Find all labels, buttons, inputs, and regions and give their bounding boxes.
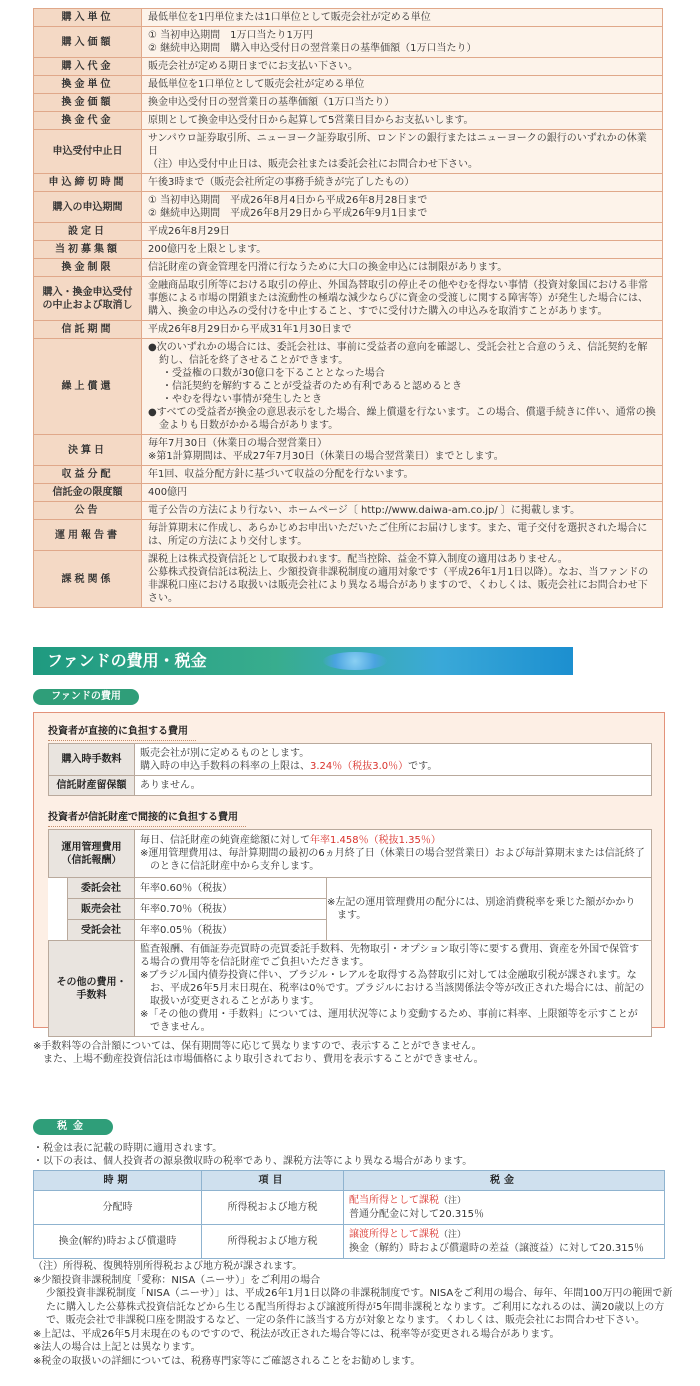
- section-title: ファンドの費用・税金: [47, 651, 207, 670]
- purchase-fee-label: 購入時手数料: [49, 744, 135, 776]
- terms-label: 信託期間: [34, 321, 142, 339]
- terms-value-line: 最低単位を1円単位または1口単位として販売会社が定める単位: [148, 12, 431, 23]
- terms-row: [34, 241, 663, 259]
- fees-footnote-1: ※手数料等の合計額については、保有期間等に応じて異なりますので、表示することができません。: [33, 1041, 482, 1052]
- other-fees-line1: 監査報酬、有価証券売買時の売買委託手数料、先物取引・オプション取引等に要する費用、資産を外国で保管する場合の費用等を信託財産でご負担いただきます。: [140, 944, 640, 968]
- terms-row: [34, 339, 663, 435]
- tax-header-timing: 時期: [34, 1171, 202, 1191]
- terms-label: 購入・換金申込受付の中止および取消し: [34, 277, 142, 321]
- tax-detail-cell-0: [344, 1191, 665, 1225]
- fees-footnote-2: また、上場不動産投資信託は市場価格により取引されており、費用を表示することができません。: [43, 1054, 484, 1065]
- tax-note: ※少額投資非課税制度「愛称：NISA（ニーサ）」をご利用の場合: [33, 1274, 321, 1286]
- tax-header-item: 項目: [202, 1171, 344, 1191]
- terms-value: [142, 466, 663, 484]
- blank-cell: [49, 878, 68, 941]
- tax-badge: 税金: [33, 1119, 113, 1135]
- terms-value-line: サンパウロ証券取引所、ニューヨーク証券取引所、ロンドンの銀行またはニューヨークの銀行のいずれかの休業日: [148, 133, 647, 157]
- terms-value-line: 販売会社が定める期日までにお支払い下さい。: [148, 61, 358, 72]
- tax-item-0: 所得税および地方税: [202, 1191, 344, 1225]
- terms-value-line: 最低単位を1口単位として販売会社が定める単位: [148, 79, 365, 90]
- breakdown-value-2: 年率0.05％（税抜）: [135, 920, 327, 941]
- purchase-fee-line1: 販売会社が別に定めるものとします。: [140, 747, 310, 759]
- tax-timing-1: 換金(解約)時および償還時: [34, 1225, 202, 1259]
- tax-type-1: 譲渡所得として課税: [349, 1229, 439, 1241]
- terms-row: [34, 223, 663, 241]
- early-redemption-list: [148, 341, 656, 432]
- early-redemption-item: ・受益権の口数が30億口を下ることとなった場合: [162, 368, 385, 379]
- management-fee-line1: 毎日、信託財産の純資産総額に対して: [140, 835, 310, 846]
- management-fee-value: [135, 830, 652, 878]
- terms-row: [34, 435, 663, 466]
- tax-timing-0: 分配時: [34, 1191, 202, 1225]
- breakdown-value-0: 年率0.60％（税抜）: [135, 878, 327, 899]
- terms-row: [34, 277, 663, 321]
- terms-label: 当初募集額: [34, 241, 142, 259]
- terms-label: 収益分配: [34, 466, 142, 484]
- other-fees-value: [135, 941, 652, 1037]
- terms-value-line: 400億円: [148, 487, 188, 498]
- terms-row: [34, 94, 663, 112]
- terms-row: [34, 466, 663, 484]
- terms-value: [142, 339, 663, 435]
- terms-row: [34, 321, 663, 339]
- terms-label: 設定日: [34, 223, 142, 241]
- terms-row: [34, 484, 663, 502]
- terms-row: [34, 58, 663, 76]
- terms-value-line: ② 継続申込期間 購入申込受付日の翌営業日の基準価額（1万口当たり）: [148, 43, 477, 54]
- terms-value-line: 換金申込受付日の翌営業日の基準価額（1万口当たり）: [148, 97, 395, 108]
- terms-value-line: （注）申込受付中止日は、販売会社または委託会社にお問合わせ下さい。: [148, 159, 478, 170]
- terms-value: [142, 435, 663, 466]
- terms-label: 決算日: [34, 435, 142, 466]
- terms-value: [142, 502, 663, 520]
- terms-value-line: 原則として換金申込受付日から起算して5営業日目からお支払いします。: [148, 115, 474, 126]
- terms-value: [142, 94, 663, 112]
- terms-value: [142, 9, 663, 27]
- terms-value-line: 課税上は株式投資信託として取扱われます。配当控除、益金不算入制度の適用はありません。: [148, 554, 568, 565]
- retention-fee-label: 信託財産留保額: [49, 776, 135, 796]
- indirect-costs-table: [48, 829, 652, 1037]
- terms-value-line: 金融商品取引所等における取引の停止、外国為替取引の停止その他やむを得ない事情（投資対象国における非常事態による市場の閉鎖または流動性の極端な減少ならびに資金の受渡しに関する障害等）が発生した場合には、購入、換金の申込みの受付けを中止すること、すでに受付けた購入の申込みを取消すことがあります。: [148, 280, 648, 317]
- fund-terms-table: [33, 8, 663, 608]
- terms-value: [142, 223, 663, 241]
- terms-value: [142, 192, 663, 223]
- terms-label: 換金単位: [34, 76, 142, 94]
- tax-note-ref-0: （注）: [439, 1196, 467, 1207]
- breakdown-label-2: 受託会社: [68, 920, 135, 941]
- early-redemption-item: ・信託契約を解約することが受益者のため有利であると認めるとき: [162, 381, 462, 392]
- tax-note: ※上記は、平成26年5月末現在のものですので、税法が改正された場合等には、税率等が変更される場合があります。: [33, 1328, 560, 1340]
- tax-intro-1: ・税金は表に記載の時期に適用されます。: [33, 1143, 223, 1154]
- direct-costs-table: [48, 743, 652, 796]
- terms-row: [34, 520, 663, 551]
- terms-row: [34, 551, 663, 608]
- terms-row: [34, 130, 663, 174]
- terms-value: [142, 551, 663, 608]
- terms-value-line: ② 継続申込期間 平成26年8月29日から平成26年9月1日まで: [148, 208, 428, 219]
- fees-footnote: [33, 1040, 484, 1066]
- tax-intro-2: ・以下の表は、個人投資者の源泉徴収時の税率であり、課税方法等により異なる場合があります。: [33, 1156, 473, 1167]
- terms-value-line: ※第1計算期間は、平成27年7月30日（休業日の場合翌営業日）までとします。: [148, 451, 504, 462]
- tax-notes: [33, 1260, 673, 1368]
- tax-intro: [33, 1142, 472, 1168]
- terms-value: [142, 58, 663, 76]
- terms-value-line: 午後3時まで（販売会社所定の事務手続きが完了したもの）: [148, 177, 415, 188]
- terms-label: 申込締切時間: [34, 174, 142, 192]
- terms-row: [34, 112, 663, 130]
- section-header-fees-tax: [33, 647, 573, 675]
- terms-value: [142, 321, 663, 339]
- other-fees-label: その他の費用・手数料: [49, 941, 135, 1037]
- terms-value: [142, 259, 663, 277]
- terms-value-line: 年1回、収益分配方針に基づいて収益の分配を行ないます。: [148, 469, 414, 480]
- terms-value-line: 公募株式投資信託は税法上、少額投資非課税制度の適用対象です（平成26年1月1日以降）。なお、当ファンドの非課税口座における取扱いは販売会社により異なる場合がありますので、くわしくは、販売会社にお問合わせ下さい。: [148, 567, 649, 604]
- tax-note: 少額投資非課税制度「NISA（ニーサ）」は、平成26年1月1日以降の非課税制度です。NISAをご利用の場合、毎年、年間100万円の範囲で新たに購入した公募株式投資信託などから生じる配当所得および譲渡所得が5年間非課税となります。ご利用になれるのは、満20歳以上の方で、販売会社で非課税口座を開設するなど、一定の条件に該当する方が対象となります。くわしくは、販売会社にお問合わせ下さい。: [46, 1288, 673, 1326]
- terms-label: 運用報告書: [34, 520, 142, 551]
- tax-header-tax: 税金: [344, 1171, 665, 1191]
- terms-label: 換金制限: [34, 259, 142, 277]
- tax-table: [33, 1170, 665, 1259]
- terms-row: [34, 192, 663, 223]
- terms-value: [142, 76, 663, 94]
- early-redemption-paragraph-1: ●次のいずれかの場合には、委託会社は、事前に受益者の意向を確認し、受託会社と合意のうえ、信託契約を解約し、信託を終了させることができます。: [148, 342, 648, 366]
- terms-row: [34, 9, 663, 27]
- early-redemption-paragraph-2: ●すべての受益者が換金の意思表示をした場合、繰上償還を行ないます。この場合、償還手続きに伴い、通常の換金よりも日数がかかる場合があります。: [148, 407, 656, 431]
- early-redemption-item: ・やむを得ない事情が発生したとき: [162, 394, 322, 405]
- management-fee-label-text: 運用管理費用（信託報酬）: [61, 841, 122, 866]
- terms-value: [142, 130, 663, 174]
- breakdown-label-0: 委託会社: [68, 878, 135, 899]
- management-fee-label: [49, 830, 135, 878]
- terms-label: 公告: [34, 502, 142, 520]
- indirect-costs-title: 投資者が信託財産で間接的に負担する費用: [48, 812, 238, 823]
- purchase-fee-value: [135, 744, 652, 776]
- tax-type-0: 配当所得として課税: [349, 1195, 439, 1207]
- other-fees-note1: ※ブラジル国内債券投資に伴い、ブラジル・レアルを取得する為替取引に対しては金融取引税が課されます。なお、平成26年5月末日現在、税率は0％です。ブラジルにおける当該関係法令等が改正された場合には、前記の取扱いが変更されることがあります。: [140, 970, 645, 1007]
- terms-label: 課税関係: [34, 551, 142, 608]
- terms-label: 購入代金: [34, 58, 142, 76]
- terms-value: [142, 520, 663, 551]
- tax-note: ※法人の場合は上記とは異なります。: [33, 1342, 201, 1353]
- tax-item-1: 所得税および地方税: [202, 1225, 344, 1259]
- terms-row: [34, 174, 663, 192]
- management-fee-note: ※運用管理費用は、毎計算期間の最初の6ヵ月終了日（休業日の場合翌営業日）および毎計算期末または信託終了のときに信託財産中から支弁します。: [140, 848, 645, 872]
- purchase-fee-line2: 購入時の申込手数料の料率の上限は、: [140, 760, 310, 772]
- terms-label: 購入単位: [34, 9, 142, 27]
- tax-detail-1: 換金（解約）時および償還時の差益（譲渡益）に対して20.315％: [349, 1242, 644, 1254]
- terms-row: [34, 259, 663, 277]
- retention-fee-value: ありません。: [135, 776, 652, 796]
- terms-row: [34, 27, 663, 58]
- tax-note-ref-1: （注）: [439, 1230, 467, 1241]
- terms-value-line: 電子公告の方法により行ない、ホームページ〔 http://www.daiwa-am.co.jp/ 〕に掲載します。: [148, 505, 581, 516]
- terms-value-line: 毎計算期末に作成し、あらかじめお申出いただいたご住所にお届けします。また、電子交付を選択された場合には、所定の方法により交付します。: [148, 523, 648, 547]
- purchase-fee-rate: 3.24％（税抜3.0％）: [310, 760, 409, 772]
- terms-value-line: 信託財産の資金管理を円滑に行なうために大口の換金申込には制限があります。: [148, 262, 508, 273]
- terms-value: [142, 484, 663, 502]
- terms-value: [142, 174, 663, 192]
- direct-costs-title: 投資者が直接的に負担する費用: [48, 726, 188, 737]
- terms-row: [34, 76, 663, 94]
- terms-value-line: 毎年7月30日（休業日の場合翌営業日）: [148, 438, 328, 449]
- terms-value: [142, 241, 663, 259]
- terms-value: [142, 112, 663, 130]
- globe-decoration-icon: [323, 652, 387, 670]
- terms-label: 繰上償還: [34, 339, 142, 435]
- purchase-fee-line2-end: です。: [408, 760, 438, 772]
- terms-label: 換金価額: [34, 94, 142, 112]
- terms-value-line: 200億円を上限とします。: [148, 244, 267, 255]
- terms-label: 信託金の限度額: [34, 484, 142, 502]
- tax-detail-cell-1: [344, 1225, 665, 1259]
- terms-label: 換金代金: [34, 112, 142, 130]
- breakdown-value-1: 年率0.70％（税抜）: [135, 899, 327, 920]
- tax-note: （注）所得税、復興特別所得税および地方税が課されます。: [33, 1261, 303, 1272]
- terms-row: [34, 502, 663, 520]
- terms-value: [142, 277, 663, 321]
- terms-label: 申込受付中止日: [34, 130, 142, 174]
- terms-value: [142, 27, 663, 58]
- fund-fees-box: [33, 712, 665, 1033]
- terms-value-line: 平成26年8月29日から平成31年1月30日まで: [148, 324, 352, 335]
- terms-label: 購入の申込期間: [34, 192, 142, 223]
- fund-fees-badge: ファンドの費用: [33, 689, 139, 705]
- terms-value-line: 平成26年8月29日: [148, 226, 230, 237]
- terms-value-line: ① 当初申込期間 1万口当たり1万円: [148, 30, 313, 41]
- breakdown-note: ※左記の運用管理費用の配分には、別途消費税率を乗じた額がかかります。: [327, 878, 652, 941]
- terms-label: 購入価額: [34, 27, 142, 58]
- tax-detail-0: 普通分配金に対して20.315％: [349, 1208, 484, 1220]
- other-fees-note2: ※「その他の費用・手数料」については、運用状況等により変動するため、事前に料率、上限額等を示すことができません。: [140, 1009, 638, 1033]
- management-fee-rate: 年率1.458％（税抜1.35％）: [310, 835, 441, 846]
- breakdown-label-1: 販売会社: [68, 899, 135, 920]
- tax-note: ※税金の取扱いの詳細については、税務専門家等にご確認されることをお勧めします。: [33, 1355, 421, 1367]
- terms-value-line: ① 当初申込期間 平成26年8月4日から平成26年8月28日まで: [148, 195, 428, 206]
